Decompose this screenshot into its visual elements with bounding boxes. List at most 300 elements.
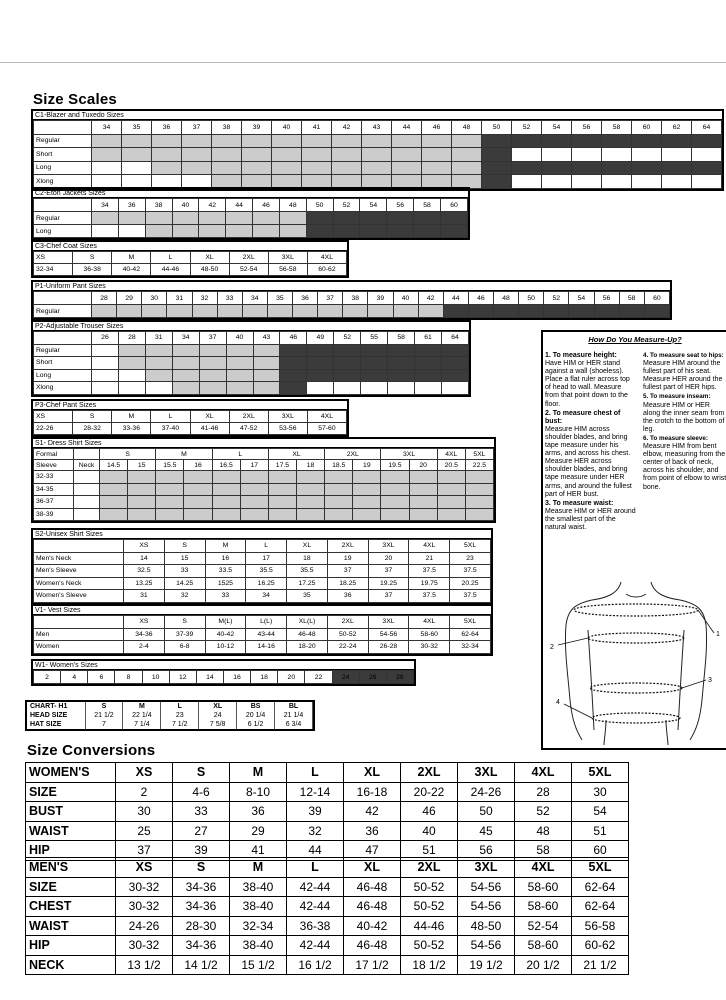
- shade-cell: [692, 175, 722, 189]
- shade-cell: [307, 382, 334, 395]
- size-label-cell: 5XL: [572, 858, 629, 878]
- value-cell: 43-44: [246, 628, 287, 641]
- shade-cell: [353, 496, 381, 509]
- shade-cell: [296, 508, 324, 521]
- row-label-cell: [34, 199, 92, 212]
- shade-cell: [118, 357, 145, 370]
- row-label-cell: Men's Neck: [34, 552, 124, 565]
- shade-cell: [409, 471, 437, 484]
- shade-cell: [226, 357, 253, 370]
- table-row: [34, 175, 722, 189]
- value-cell: 45: [458, 821, 515, 841]
- shade-cell: [226, 344, 253, 357]
- value-cell: 30-32: [116, 877, 173, 897]
- shade-cell: [452, 161, 482, 175]
- table-row: [26, 897, 629, 917]
- table-row: [34, 449, 494, 460]
- shade-cell: [361, 382, 388, 395]
- shade-cell: [512, 175, 542, 189]
- shade-cell: [296, 496, 324, 509]
- value-cell: 26-28: [368, 641, 409, 654]
- shade-cell: [92, 344, 119, 357]
- size-header-cell: 52: [544, 292, 569, 305]
- shade-cell: [242, 305, 267, 318]
- shade-cell: [272, 161, 302, 175]
- size-label-cell: XL(L): [287, 616, 328, 629]
- value-cell: 4-6: [173, 782, 230, 802]
- shade-cell: [199, 382, 226, 395]
- shade-cell: [118, 382, 145, 395]
- shade-cell: [333, 225, 360, 238]
- shade-cell: [212, 508, 240, 521]
- letter-size-cell: XL: [268, 449, 324, 460]
- size-header-cell: 26: [359, 671, 386, 684]
- shade-cell: [184, 496, 212, 509]
- value-cell: 24-26: [458, 782, 515, 802]
- value-cell: 35: [287, 590, 328, 603]
- shade-cell: [381, 496, 409, 509]
- row-label-cell: 36-37: [34, 496, 74, 509]
- shade-cell: [437, 496, 465, 509]
- letter-size-cell: 2XL: [325, 449, 381, 460]
- shade-cell: [240, 508, 268, 521]
- shade-cell: [512, 134, 542, 148]
- shade-cell: [212, 148, 242, 162]
- value-cell: 38-40: [230, 936, 287, 956]
- shade-cell: [465, 471, 493, 484]
- measure-left-column: [545, 352, 637, 533]
- shade-cell: [362, 161, 392, 175]
- row-label-cell: 38-39: [34, 508, 74, 521]
- shade-cell: [662, 175, 692, 189]
- shade-cell: [512, 148, 542, 162]
- row-label-cell: WAIST: [26, 821, 116, 841]
- table-row: [34, 628, 491, 641]
- shade-cell: [353, 483, 381, 496]
- s1-block: [31, 437, 496, 523]
- value-cell: 13.25: [124, 577, 165, 590]
- shade-cell: [118, 369, 145, 382]
- measure-step: [643, 435, 726, 492]
- shade-cell: [280, 382, 307, 395]
- shade-cell: [333, 212, 360, 225]
- row-label-cell: [34, 540, 124, 553]
- s1-caption: S1- Dress Shirt Sizes: [33, 439, 494, 448]
- shade-cell: [422, 134, 452, 148]
- shade-cell: [272, 148, 302, 162]
- table-row: [27, 702, 313, 711]
- measure-step-text: Measure HIM across shoulder blades, and bring tape measure under his arms, and across his chest. Measure HER across shoulder blades, and bring tape measure under HER arms, and around the fullest part of HER bust.: [545, 425, 632, 498]
- shade-cell: [572, 134, 602, 148]
- scan-edge-line: [0, 62, 726, 63]
- shade-cell: [318, 305, 343, 318]
- shade-cell: [360, 212, 387, 225]
- shade-cell: [152, 161, 182, 175]
- shade-cell: [361, 369, 388, 382]
- value-cell: 31: [124, 590, 165, 603]
- w1-caption: W1- Women's Sizes: [33, 661, 414, 670]
- size-header-cell: 14: [196, 671, 223, 684]
- value-cell: 37: [327, 565, 368, 578]
- value-cell: 60-62: [572, 936, 629, 956]
- shade-cell: [145, 212, 172, 225]
- shade-cell: [482, 161, 512, 175]
- shade-cell: [296, 471, 324, 484]
- row-label-cell: Long: [34, 369, 92, 382]
- size-label-cell: 3XL: [458, 858, 515, 878]
- neck-size-cell: 15.5: [156, 460, 184, 471]
- s2-table: [33, 539, 491, 603]
- shade-cell: [388, 382, 415, 395]
- value-cell: 39: [287, 802, 344, 822]
- size-header-cell: 50: [306, 199, 333, 212]
- size-label-cell: 3XL: [368, 540, 409, 553]
- shade-cell: [602, 175, 632, 189]
- value-cell: 33.5: [205, 565, 246, 578]
- size-header-cell: 49: [307, 332, 334, 345]
- size-header-cell: 35: [267, 292, 292, 305]
- size-header-cell: 4: [61, 671, 88, 684]
- shade-cell: [122, 134, 152, 148]
- shade-cell: [92, 357, 119, 370]
- h1-chart: [25, 700, 315, 731]
- value-cell: 33: [164, 565, 205, 578]
- shade-cell: [602, 148, 632, 162]
- value-cell: 37: [368, 590, 409, 603]
- shade-cell: [145, 344, 172, 357]
- row-label-cell: [74, 449, 100, 460]
- c1-block: [31, 109, 724, 191]
- value-cell: 15 1/2: [230, 955, 287, 975]
- table-row: [34, 460, 494, 471]
- value-cell: 46-48: [344, 877, 401, 897]
- shade-cell: [632, 161, 662, 175]
- row-label-cell: Short: [34, 357, 92, 370]
- shade-cell: [437, 483, 465, 496]
- neck-size-cell: 16.5: [212, 460, 240, 471]
- size-scales-title: Size Scales: [33, 91, 117, 108]
- value-cell: 37.5: [450, 590, 491, 603]
- size-label-cell: M: [123, 702, 161, 711]
- size-header-cell: 38: [145, 199, 172, 212]
- value-cell: 36-38: [287, 916, 344, 936]
- size-header-cell: 42: [199, 199, 226, 212]
- shade-cell: [392, 161, 422, 175]
- shade-cell: [128, 508, 156, 521]
- size-header-cell: 41: [302, 121, 332, 135]
- shade-cell: [184, 471, 212, 484]
- size-header-cell: 39: [368, 292, 393, 305]
- value-cell: 22-24: [327, 641, 368, 654]
- value-cell: 58: [515, 841, 572, 861]
- row-label-cell: HAT SIZE: [27, 720, 85, 729]
- callout-2: 2: [550, 644, 554, 651]
- shade-cell: [253, 369, 280, 382]
- shade-cell: [437, 508, 465, 521]
- shade-cell: [212, 471, 240, 484]
- shade-cell: [602, 161, 632, 175]
- size-label-cell: BL: [275, 702, 313, 711]
- value-cell: 20.25: [450, 577, 491, 590]
- shade-cell: [118, 225, 145, 238]
- size-header-cell: 35: [122, 121, 152, 135]
- c1-table: [33, 120, 722, 189]
- row-label-cell: BUST: [26, 802, 116, 822]
- table-row: [34, 508, 494, 521]
- shade-cell: [74, 483, 100, 496]
- shade-cell: [145, 382, 172, 395]
- shade-cell: [212, 496, 240, 509]
- shade-cell: [332, 161, 362, 175]
- value-cell: 54-56: [458, 877, 515, 897]
- shade-cell: [272, 134, 302, 148]
- row-label-cell: SIZE: [26, 877, 116, 897]
- measure-step-heading: 4. To measure seat to hips:: [643, 352, 724, 359]
- value-cell: 51: [401, 841, 458, 861]
- table-row: [34, 671, 414, 684]
- shade-cell: [437, 471, 465, 484]
- v1-caption: V1- Vest Sizes: [33, 606, 491, 615]
- shade-cell: [184, 508, 212, 521]
- size-label-cell: M: [230, 858, 287, 878]
- s2-block: [31, 528, 493, 605]
- shade-cell: [92, 134, 122, 148]
- letter-size-cell: 4XL: [437, 449, 465, 460]
- shade-cell: [361, 344, 388, 357]
- letter-size-cell: 5XL: [465, 449, 493, 460]
- shade-cell: [242, 148, 272, 162]
- c3-table: [33, 251, 347, 276]
- value-cell: 44: [287, 841, 344, 861]
- p3-table: [33, 410, 347, 435]
- shade-cell: [482, 148, 512, 162]
- shade-cell: [542, 161, 572, 175]
- value-cell: 14.25: [164, 577, 205, 590]
- row-label-cell: HIP: [26, 936, 116, 956]
- value-cell: 17 1/2: [344, 955, 401, 975]
- shade-cell: [145, 357, 172, 370]
- shade-cell: [632, 134, 662, 148]
- size-header-cell: 18: [251, 671, 278, 684]
- shade-cell: [692, 161, 722, 175]
- shade-cell: [569, 305, 594, 318]
- shade-cell: [332, 148, 362, 162]
- table-row: [34, 332, 469, 345]
- shade-cell: [293, 305, 318, 318]
- value-cell: 20 1/2: [515, 955, 572, 975]
- size-label-cell: 3XL: [268, 411, 307, 423]
- size-header-cell: 10: [142, 671, 169, 684]
- value-cell: 7 1/4: [123, 720, 161, 729]
- v1-table: [33, 615, 491, 654]
- shade-cell: [602, 134, 632, 148]
- shade-cell: [302, 148, 332, 162]
- measure-step-text: Measure HIM around the fullest part of his seat. Measure HER around the fullest part of HER hips.: [643, 360, 723, 392]
- size-label-cell: S: [73, 411, 112, 423]
- table-row: [34, 641, 491, 654]
- callout-4: 4: [556, 699, 560, 706]
- shade-cell: [122, 175, 152, 189]
- measure-step: [545, 410, 637, 499]
- size-header-cell: 20: [278, 671, 305, 684]
- shade-cell: [272, 175, 302, 189]
- table-row: [26, 782, 629, 802]
- p3-caption: P3-Chef Pant Sizes: [33, 401, 347, 410]
- shade-cell: [361, 357, 388, 370]
- size-header-cell: 52: [334, 332, 361, 345]
- shade-cell: [182, 161, 212, 175]
- shade-cell: [393, 305, 418, 318]
- value-cell: 62-64: [572, 897, 629, 917]
- measure-step: [545, 500, 637, 532]
- size-header-cell: 40: [172, 199, 199, 212]
- shade-cell: [443, 305, 468, 318]
- size-header-cell: 46: [468, 292, 493, 305]
- value-cell: 52: [515, 802, 572, 822]
- shade-cell: [172, 357, 199, 370]
- value-cell: 33: [205, 590, 246, 603]
- value-cell: 42-44: [287, 877, 344, 897]
- shade-cell: [542, 134, 572, 148]
- value-cell: 23: [450, 552, 491, 565]
- size-header-cell: 48: [452, 121, 482, 135]
- shade-cell: [240, 483, 268, 496]
- table-row: [34, 616, 491, 629]
- size-label-cell: M: [112, 411, 151, 423]
- value-cell: 16-18: [344, 782, 401, 802]
- value-cell: 44-46: [401, 916, 458, 936]
- shade-cell: [387, 225, 414, 238]
- value-cell: 30-32: [116, 897, 173, 917]
- value-cell: 18.25: [327, 577, 368, 590]
- shade-cell: [468, 305, 493, 318]
- shade-cell: [212, 483, 240, 496]
- value-cell: 29: [230, 821, 287, 841]
- value-cell: 35.5: [287, 565, 328, 578]
- shade-cell: [441, 357, 468, 370]
- neck-size-cell: 18: [296, 460, 324, 471]
- c2-block: [31, 187, 470, 240]
- shade-cell: [334, 344, 361, 357]
- shade-cell: [381, 508, 409, 521]
- value-cell: 2-4: [124, 641, 165, 654]
- table-row: [34, 471, 494, 484]
- value-cell: 42-44: [287, 936, 344, 956]
- value-cell: 21 1/2: [85, 711, 123, 720]
- size-label-cell: 4XL: [307, 411, 346, 423]
- table-row: [26, 955, 629, 975]
- shade-cell: [662, 161, 692, 175]
- size-value-cell: 22-26: [34, 423, 73, 435]
- value-cell: 37.5: [409, 565, 450, 578]
- size-header-cell: 46: [422, 121, 452, 135]
- row-label-cell: NECK: [26, 955, 116, 975]
- shade-cell: [145, 369, 172, 382]
- shade-cell: [422, 148, 452, 162]
- value-cell: 34-36: [173, 877, 230, 897]
- shade-cell: [280, 344, 307, 357]
- value-cell: 42: [344, 802, 401, 822]
- row-label-cell: Long: [34, 225, 92, 238]
- value-cell: 30-32: [116, 936, 173, 956]
- size-header-cell: 58: [619, 292, 644, 305]
- size-label-cell: 2XL: [229, 411, 268, 423]
- table-row: [34, 225, 468, 238]
- row-label-cell: CHEST: [26, 897, 116, 917]
- shade-cell: [156, 471, 184, 484]
- size-header-cell: 60: [440, 199, 467, 212]
- letter-size-cell: L: [212, 449, 268, 460]
- size-header-cell: 54: [360, 199, 387, 212]
- neck-label: Neck: [74, 460, 100, 471]
- shade-cell: [362, 134, 392, 148]
- c1-caption: C1-Blazer and Tuxedo Sizes: [33, 111, 722, 120]
- shade-cell: [307, 357, 334, 370]
- size-header-cell: 46: [253, 199, 280, 212]
- shade-cell: [302, 175, 332, 189]
- size-value-cell: 56-58: [268, 264, 307, 276]
- size-label-cell: S: [173, 858, 230, 878]
- table-row: [34, 565, 491, 578]
- value-cell: 54-56: [458, 897, 515, 917]
- s1-table: [33, 448, 494, 521]
- value-cell: 10-12: [205, 641, 246, 654]
- shade-cell: [267, 305, 292, 318]
- s2-caption: S2-Unisex Shirt Sizes: [33, 530, 491, 539]
- shade-cell: [414, 225, 441, 238]
- table-row: [34, 252, 347, 264]
- value-cell: 39: [173, 841, 230, 861]
- value-cell: 34-36: [173, 936, 230, 956]
- value-cell: 48: [515, 821, 572, 841]
- value-cell: 7 5/8: [199, 720, 237, 729]
- value-cell: 21 1/2: [572, 955, 629, 975]
- shade-cell: [409, 483, 437, 496]
- row-label-cell: HIP: [26, 841, 116, 861]
- size-header-cell: 40: [226, 332, 253, 345]
- size-header-cell: 33: [217, 292, 242, 305]
- shade-cell: [415, 344, 442, 357]
- size-header-cell: 43: [362, 121, 392, 135]
- shade-cell: [494, 305, 519, 318]
- shade-cell: [332, 175, 362, 189]
- size-header-cell: 26: [92, 332, 119, 345]
- shade-cell: [122, 148, 152, 162]
- shade-cell: [212, 134, 242, 148]
- value-cell: 33: [173, 802, 230, 822]
- size-label-cell: S: [85, 702, 123, 711]
- value-cell: 12-14: [287, 782, 344, 802]
- row-label-cell: Regular: [34, 134, 92, 148]
- shade-cell: [128, 471, 156, 484]
- shade-cell: [334, 369, 361, 382]
- size-label-cell: L: [287, 858, 344, 878]
- shade-cell: [156, 483, 184, 496]
- callout-3: 3: [708, 677, 712, 684]
- shade-cell: [128, 496, 156, 509]
- size-header-cell: 64: [441, 332, 468, 345]
- size-header-cell: 52: [333, 199, 360, 212]
- shade-cell: [92, 175, 122, 189]
- size-header-cell: 38: [343, 292, 368, 305]
- value-cell: 32-34: [230, 916, 287, 936]
- size-conversions-title: Size Conversions: [27, 742, 156, 759]
- shade-cell: [172, 344, 199, 357]
- table-row: [34, 199, 468, 212]
- shade-cell: [152, 134, 182, 148]
- value-cell: 19 1/2: [458, 955, 515, 975]
- shade-cell: [619, 305, 644, 318]
